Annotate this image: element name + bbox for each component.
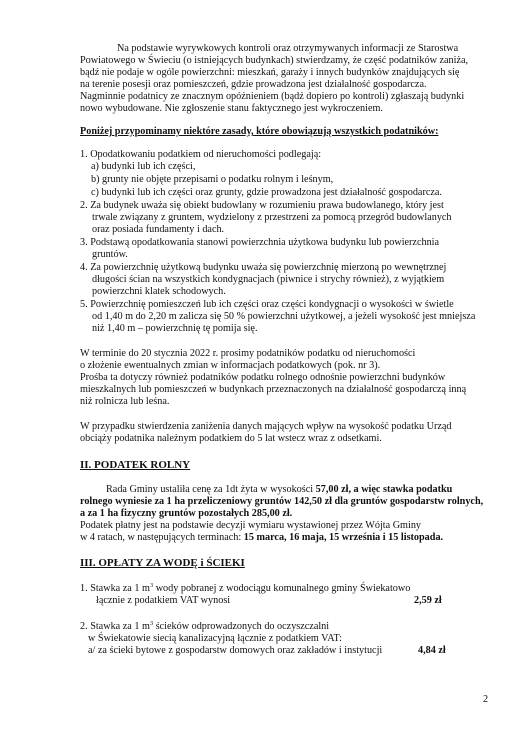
intro-line: Powiatowego w Świeciu (o istniejących budynkach) stwierdzamy, że część podatników zaniża, bbox=[80, 55, 469, 66]
deadline-line: W terminie do 20 stycznia 2022 r. prosimy podatników podatku od nieruchomości bbox=[80, 348, 416, 359]
water-rate-line-2: łącznie z podatkiem VAT wynosi bbox=[96, 595, 231, 606]
rule-1b: b) grunty nie objęte przepisami o podatku rolnym i leśnym, bbox=[91, 174, 334, 185]
penalty-line: obciąży podatnika należnym podatkiem do 5 lat wstecz wraz z odsetkami. bbox=[80, 433, 382, 444]
sewage-rate-price: 4,84 zł bbox=[418, 645, 446, 656]
section-2-heading: II. PODATEK ROLNY bbox=[80, 459, 191, 471]
sewage-rate-line-2: w Świekatowie siecią kanalizacyjną łącznie z podatkiem VAT: bbox=[88, 633, 342, 644]
water-rate-price: 2,59 zł bbox=[414, 595, 442, 606]
sewage-rate-line-3: a/ za ścieki bytowe z gospodarstw domowych oraz zakładów i instytucji bbox=[88, 645, 383, 656]
payment-dates: 15 marca, 16 maja, 15 września i 15 listopada. bbox=[243, 532, 444, 543]
rule-5-cont: niż 1,40 m – powierzchnię tę pomija się. bbox=[92, 323, 258, 334]
cubic-superscript: 3 bbox=[149, 620, 154, 627]
intro-line: Nagminnie podatnicy ze znacznym opóźnieniem (bądź dopiero po kontroli) zgłaszają budynki bbox=[80, 91, 465, 102]
sewage-rate-text: ścieków odprowadzonych do oczyszczalni bbox=[153, 621, 330, 632]
section-2-line-1 bbox=[106, 484, 452, 496]
cubic-superscript: 3 bbox=[149, 582, 154, 589]
rule-2-cont: oraz posiada fundamenty i dach. bbox=[92, 224, 225, 235]
deadline-line: niż rolnicza lub leśna. bbox=[80, 396, 170, 407]
rule-5-cont: od 1,40 m do 2,20 m zalicza się 50 % powierzchni użytkowej, a jeżeli wysokość jest mniejsza bbox=[92, 311, 476, 322]
rule-4-cont: powierzchni klatek schodowych. bbox=[92, 286, 226, 297]
intro-line: na terenie posesji oraz pomieszczeń, gdzie prowadzona jest działalność gospodarcza. bbox=[80, 79, 427, 90]
section-3-heading: III. OPŁATY ZA WODĘ i ŚCIEKI bbox=[80, 557, 245, 569]
section-2-text: w 4 ratach, w następujących terminach: bbox=[80, 532, 244, 543]
water-rate-text: wody pobranej z wodociągu komunalnego gminy Świekatowo bbox=[153, 583, 411, 594]
intro-line: bądź nie podaje w ogóle powierzchni: mieszkań, garaży i innych budynków znajdujących się bbox=[80, 67, 460, 78]
rule-3: 3. Podstawą opodatkowania stanowi powierzchnia użytkowa budynku lub powierzchnia bbox=[80, 237, 440, 248]
intro-line: Na podstawie wyrywkowych kontroli oraz otrzymywanych informacji ze Starostwa bbox=[117, 43, 459, 54]
rule-2: 2. Za budynek uważa się obiekt budowlany w rozumieniu prawa budowlanego, który jest bbox=[80, 200, 444, 211]
reminder-heading: Poniżej przypominamy niektóre zasady, które obowiązują wszystkich podatników: bbox=[80, 126, 439, 137]
section-2-line-3: a za 1 ha fizyczny gruntów pozostałych 285,00 zł. bbox=[80, 508, 293, 519]
rule-1a: a) budynki lub ich części, bbox=[91, 161, 196, 172]
deadline-line: mieszkalnych lub pomieszczeń w budynkach przeznaczonych na działalność gospodarczą inną bbox=[80, 384, 467, 395]
deadline-line: Prośba ta dotyczy również podatników podatku rolnego odnośnie powierzchni budynków bbox=[80, 372, 446, 383]
rule-5: 5. Powierzchnię pomieszczeń lub ich części oraz części kondygnacji o wysokości w świetle bbox=[80, 299, 454, 310]
page-number: 2 bbox=[483, 694, 489, 705]
rule-4: 4. Za powierzchnię użytkową budynku uważa się powierzchnię mierzoną po wewnętrznej bbox=[80, 262, 447, 273]
rule-1c: c) budynki lub ich części oraz grunty, gdzie prowadzona jest działalność gospodarcza. bbox=[91, 187, 442, 198]
section-2-line-4: Podatek płatny jest na podstawie decyzji wymiaru wystawionej przez Wójta Gminy bbox=[80, 520, 422, 531]
penalty-line: W przypadku stwierdzenia zaniżenia danych mających wpływ na wysokość podatku Urząd bbox=[80, 421, 452, 432]
deadline-line: o złożenie ewentualnych zmian w informacjach podatkowych (pok. nr 3). bbox=[80, 360, 381, 371]
water-rate-text: 1. Stawka za 1 m bbox=[80, 583, 150, 594]
intro-line: nowo wybudowane. Nie zgłoszenie stanu faktycznego jest wykroczeniem. bbox=[80, 103, 383, 114]
section-2-line-5 bbox=[80, 532, 443, 544]
section-2-line-2: rolnego wyniesie za 1 ha przeliczeniowy gruntów 142,50 zł dla gruntów gospodarstw rolnych, bbox=[80, 496, 484, 507]
section-2-text: Rada Gminy ustaliła cenę za 1dt żyta w wysokości bbox=[106, 484, 316, 495]
rule-1: 1. Opodatkowaniu podatkiem od nieruchomości podlegają: bbox=[80, 149, 322, 160]
sewage-rate-text: 2. Stawka za 1 m bbox=[80, 621, 150, 632]
water-rate-line-1 bbox=[80, 583, 410, 595]
rye-price: 57,00 zł, a więc stawka podatku bbox=[315, 484, 453, 495]
rule-4-cont: długości ścian na wszystkich kondygnacjach (piwnice i strychy również), z wyjątkiem bbox=[92, 274, 445, 285]
rule-2-cont: trwale związany z gruntem, wydzielony z przestrzeni za pomocą przegród budowlanych bbox=[92, 212, 452, 223]
sewage-rate-line-1 bbox=[80, 621, 329, 633]
rule-3-cont: gruntów. bbox=[92, 249, 128, 260]
